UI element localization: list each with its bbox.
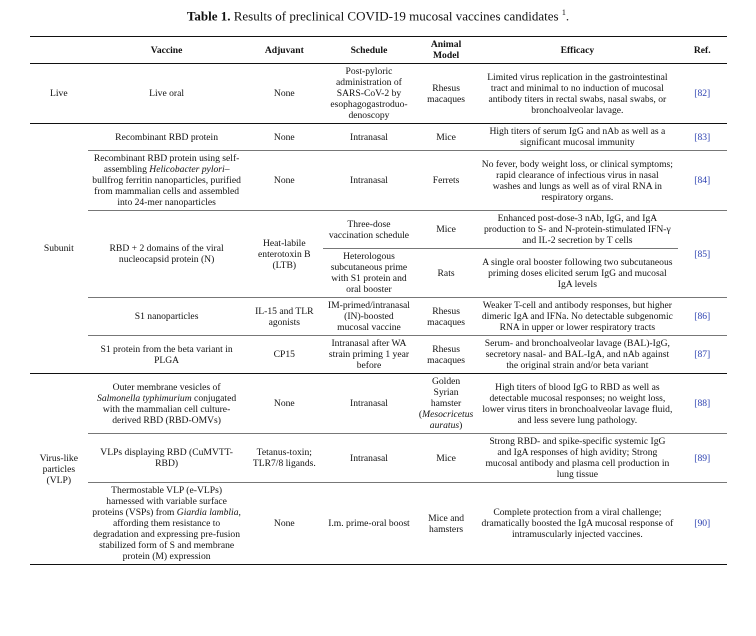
cell-schedule: Three-dose vaccination schedule: [323, 211, 415, 249]
cell-vaccine: Recombinant RBD protein using self-assembling Helicobacter pylori–bullfrog ferritin nanoparticles, purified from mammalian cells and assembled into 24-mer nanoparticles: [88, 151, 246, 211]
caption-label: Table 1.: [186, 8, 231, 24]
cell-vaccine: S1 protein from the beta variant in PLGA: [88, 336, 246, 374]
header-vaccine: Vaccine: [150, 44, 183, 56]
cell-animal: Rhesus macaques: [415, 336, 477, 374]
cell-efficacy: A single oral booster following two subcutaneous priming doses elicited serum IgG and mucosal IgA levels: [477, 249, 677, 298]
table-row: [30, 336, 727, 374]
cell-schedule: Intranasal: [323, 374, 415, 434]
cell-adjuvant: CP15: [246, 336, 323, 374]
cell-animal: Rhesus macaques: [415, 64, 477, 124]
cell-efficacy: Serum- and bronchoalveolar lavage (BAL)-IgG, secretory nasal- and BAL-IgA, and nAb against the original strain and/or beta variant: [477, 336, 677, 374]
cell-adjuvant: IL-15 and TLR agonists: [246, 298, 323, 336]
ref-link[interactable]: [86]: [678, 298, 728, 336]
header-group: [30, 37, 88, 64]
table-caption: Table 1. Results of preclinical COVID-19 mucosal vaccines candidates $^1$.: [186, 8, 570, 24]
cell-animal: Mice: [415, 434, 477, 483]
ref-link[interactable]: [87]: [678, 336, 728, 374]
table-row: [30, 64, 727, 124]
cell-schedule: Heterologous subcutaneous prime with S1 protein and oral booster: [323, 249, 415, 298]
header-adjuvant: Adjuvant: [264, 44, 304, 56]
table-row: [30, 374, 727, 434]
cell-adjuvant: None: [246, 374, 323, 434]
cell-animal: Rats: [415, 249, 477, 298]
cell-vaccine: S1 nanoparticles: [88, 298, 246, 336]
cell-vaccine: Outer membrane vesicles of Salmonella typhimurium conjugated with the mammalian cell culture-derived RBD (RBD-OMVs): [88, 374, 246, 434]
cell-efficacy: Limited virus replication in the gastrointestinal tract and minimal to no induction of mucosal antibody titers in rectal swabs, nasal swabs, or bronchoalveolar lavage.: [477, 64, 677, 124]
cell-animal: Mice: [415, 211, 477, 249]
header-efficacy: Efficacy: [560, 44, 595, 56]
cell-adjuvant: None: [246, 124, 323, 151]
group-label: Subunit: [30, 124, 88, 374]
cell-schedule: IM-primed/intranasal (IN)-boosted mucosal vaccine: [323, 298, 415, 336]
group-label: Virus-like particles (VLP): [30, 374, 88, 565]
table-row: [30, 151, 727, 211]
group-vlp: [30, 374, 727, 565]
cell-vaccine: Thermostable VLP (e-VLPs) harnessed with variable surface proteins (VSPs) from Giardia lamblia, affording them resistance to degradation and expressing pre-fusion stabilized form of S and membrane protein (M) expression: [88, 483, 246, 565]
table-row: [30, 434, 727, 483]
ref-link[interactable]: [88]: [678, 374, 728, 434]
cell-adjuvant: None: [246, 64, 323, 124]
cell-vaccine: RBD + 2 domains of the viral nucleocapsid protein (N): [88, 211, 246, 298]
ref-link[interactable]: [89]: [678, 434, 728, 483]
vaccines-table: [30, 36, 727, 565]
cell-efficacy: Strong RBD- and spike-specific systemic IgG and IgA responses of high avidity; Strong mucosal antibody and plasma cell production in lung tissue: [477, 434, 677, 483]
cell-efficacy: Weaker T-cell and antibody responses, but higher dimeric IgA and IFNa. No detectable subgenomic RNA in upper or lower respiratory tracts: [477, 298, 677, 336]
ref-link[interactable]: [90]: [678, 483, 728, 565]
cell-efficacy: High titers of blood IgG to RBD as well as detectable mucosal responses; no weight loss, lower virus titers in bronchoalveolar lavage fluid, and less severe lung pathology.: [477, 374, 677, 434]
ref-link[interactable]: [84]: [678, 151, 728, 211]
cell-schedule: Intranasal: [323, 124, 415, 151]
cell-schedule: I.m. prime-oral boost: [323, 483, 415, 565]
cell-schedule: Intranasal: [323, 151, 415, 211]
cell-adjuvant: None: [246, 151, 323, 211]
cell-efficacy: Enhanced post-dose-3 nAb, IgG, and IgA production to S- and N-protein-stimulated IFN-γ and IL-2 secretion by T cells: [477, 211, 677, 249]
cell-adjuvant: Tetanus-toxin; TLR7/8 ligands.: [246, 434, 323, 483]
caption-footnote-mark: 1: [561, 8, 566, 17]
cell-vaccine: VLPs displaying RBD (CuMVTT-RBD): [88, 434, 246, 483]
cell-vaccine: Live oral: [88, 64, 246, 124]
header-ref: Ref.: [693, 44, 711, 56]
cell-animal: Mice: [415, 124, 477, 151]
group-live: [30, 64, 727, 124]
group-label: Live: [30, 64, 88, 124]
cell-animal: Ferrets: [415, 151, 477, 211]
caption-text: Results of preclinical COVID-19 mucosal vaccines candidates: [233, 8, 559, 24]
group-subunit: [30, 124, 727, 374]
cell-vaccine: Recombinant RBD protein: [88, 124, 246, 151]
cell-adjuvant: Heat-labile enterotoxin B (LTB): [246, 211, 323, 298]
cell-efficacy: High titers of serum IgG and nAb as well as a significant mucosal immunity: [477, 124, 677, 151]
header-row: [30, 37, 727, 64]
header-schedule: Schedule: [350, 44, 388, 56]
cell-efficacy: Complete protection from a viral challenge; dramatically boosted the IgA mucosal response of intramuscularly injected vaccines.: [477, 483, 677, 565]
ref-link[interactable]: [85]: [678, 211, 728, 298]
cell-adjuvant: None: [246, 483, 323, 565]
cell-efficacy: No fever, body weight loss, or clinical symptoms; rapid clearance of infectious virus in nasal washes and lungs as well as of viral RNA in respiratory organs.: [477, 151, 677, 211]
cell-schedule: Post-pyloric administration of SARS-CoV-2 by esophagogastroduo-denoscopy: [323, 64, 415, 124]
table-row: [30, 211, 727, 249]
table-row: [30, 124, 727, 151]
cell-animal: Rhesus macaques: [415, 298, 477, 336]
header-animal-model: Animal Model: [430, 39, 462, 61]
table-row: [30, 298, 727, 336]
cell-animal: Golden Syrian hamster (Mesocricetus auratus): [415, 374, 477, 434]
table-row: [30, 483, 727, 565]
cell-schedule: Intranasal: [323, 434, 415, 483]
cell-schedule: Intranasal after WA strain priming 1 year before: [323, 336, 415, 374]
ref-link[interactable]: [83]: [678, 124, 728, 151]
ref-link[interactable]: [82]: [678, 64, 728, 124]
cell-animal: Mice and hamsters: [415, 483, 477, 565]
